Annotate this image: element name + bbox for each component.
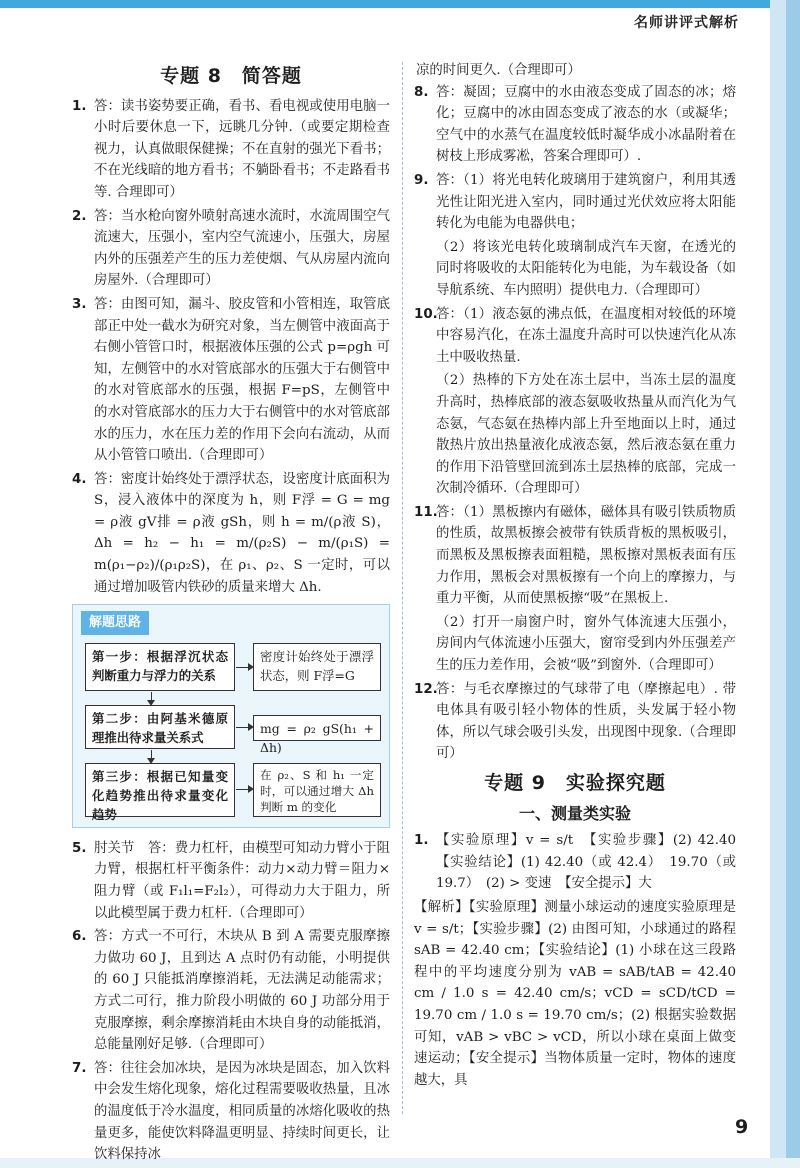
item-number: 3. [72, 296, 87, 312]
item-number: 8. [414, 84, 429, 100]
side-stripe-dark [786, 0, 800, 1158]
topic8-title: 专题 8 简答题 [160, 65, 302, 87]
item-text: 答：（1）将光电转化玻璃用于建筑窗户，利用其透光性让阳光进入室内，同时通过光伏效应将太阳能转化为电能为电器供电； [436, 172, 736, 232]
flow-arrow-right [236, 667, 252, 668]
item-number: 6. [72, 929, 87, 945]
item-number: 1. [414, 833, 429, 849]
list-item [72, 96, 390, 204]
list-item [72, 469, 390, 599]
left-column [72, 62, 390, 1168]
item-analysis: 【解析】【实验原理】测量小球运动的速度实验原理是 v = s/t；【实验步骤】(2) 由图可知，小球通过的路程 sAB = 42.40 cm；【实验结论】(1) 小球在这三段路程中的平均速度分别为 vAB = sAB/tAB = 42.40 cm / 1.0 s = 42.40 cm/s；vCD = sCD/tCD = 19.70 cm / 1.0 s = 19.70 cm/s；(2) 根据实验数据可知，vAB > vBC > vCD，所以小球在桌面上做变速运动；【安全提示】当物体质量一定时，物体的速度越大，具 [414, 899, 736, 1088]
item-text: 答：（1）液态氨的沸点低，在温度相对较低的环境中容易汽化，在冻土温度升高时可以快速汽化从冻土中吸收热量. [436, 306, 736, 365]
flow-step-1: 第一步：根据浮沉状态判断重力与浮力的关系 [85, 643, 235, 691]
item-number: 5. [72, 840, 87, 856]
flow-arrow-down [151, 692, 152, 704]
flow-arrow-right [236, 789, 252, 790]
flow-step-3: 第三步：根据已知量变化趋势推出待求量变化趋势 [85, 763, 235, 817]
list-item [414, 502, 736, 610]
list-item [414, 679, 736, 765]
flow-result-2: mg = ρ₂ gS(h₁ + Δh) [253, 715, 381, 741]
solution-hint-box [72, 604, 390, 828]
list-item [414, 82, 736, 168]
right-column [414, 60, 750, 1091]
topic9-title: 专题 9 实验探究题 [484, 772, 666, 794]
list-item [414, 170, 736, 235]
list-item [414, 612, 736, 677]
item-text: 答：与毛衣摩擦过的气球带了电（摩擦起电）. 带电体具有吸引轻小物体的性质，头发属于轻小物体，所以气球会吸引头发，出现图中现象.（合理即可） [436, 681, 736, 762]
item-text: （2）将该光电转化玻璃制成汽车天窗，在透光的同时将吸收的太阳能转化为电能，为车载设备（如导航系统、车内照明）提供电力.（合理即可） [436, 239, 736, 298]
list-item [72, 206, 390, 292]
list-item [72, 838, 390, 924]
column-divider [402, 62, 403, 1114]
item-7-continuation: 凉的时间更久.（合理即可） [416, 63, 581, 78]
item-number: 9. [414, 172, 429, 188]
list-item [72, 926, 390, 1056]
list-item [414, 370, 736, 500]
item-text: 答：当水枪向窗外喷射高速水流时，水流周围空气流速大，压强小，室内空气流速小，压强大，房屋内外的压强差产生的压力差使烟、气从房屋内流向房屋外.（合理即可） [94, 208, 390, 289]
list-item [414, 237, 736, 302]
item-number: 7. [72, 1060, 87, 1076]
item-number: 1. [72, 98, 87, 114]
item-text: 答：密度计始终处于漂浮状态，设密度计底面积为 S，浸入液体中的深度为 h，则 F浮 = G = mg = ρ液 gV排 = ρ液 gSh，则 h = m/(ρ液 S)，Δh = h₂ − h₁ = m/(ρ₂S) − m/(ρ₁S) = m(ρ₁−ρ₂)/(ρ₁ρ₂S)，在 ρ₁、ρ₂、S 一定时，可以通过增加吸管内铁砂的质量来增大 Δh. [94, 471, 390, 595]
item-number: 2. [72, 208, 87, 224]
list-item [72, 1058, 390, 1166]
item-text: （2）热棒的下方处在冻土层中，当冻土层的温度升高时，热棒底部的液态氨吸收热量从而汽化为气态氨，气态氨在热棒内部上升至地面以上时，通过散热片放出热量液化成液态氨，然后液态氨在重力的作用下沿管壁回流到冻土层热棒的底部，完成一次制冷循环.（合理即可） [436, 373, 736, 497]
header-label: 名师讲评式解析 [634, 15, 739, 31]
list-item [414, 304, 736, 369]
item-number: 10. [414, 306, 438, 322]
list-item [72, 294, 390, 467]
flow-arrow-right [236, 727, 252, 728]
page-number: 9 [735, 1116, 749, 1138]
item-number: 4. [72, 471, 87, 487]
item-text: 答：读书姿势要正确，看书、看电视或使用电脑一小时后要休息一下，远眺几分钟.（或要定期检查视力，认真做眼保健操；不在直射的强光下看书；不在光线暗的地方看书；不躺卧看书；不走路看书等. 合理即可） [94, 98, 390, 200]
item-text: （2）打开一扇窗户时，窗外气体流速大压强小，房间内气体流速小压强大，窗帘受到内外压强差产生的压力差作用，会被“吸”到窗外.（合理即可） [436, 614, 736, 674]
hint-title: 解题思路 [81, 611, 149, 635]
flow-result-3: 在 ρ₂、S 和 h₁ 一定时，可以通过增大 Δh 判断 m 的变化 [253, 763, 381, 817]
top-accent-bar [0, 0, 800, 8]
hint-flowchart [81, 643, 381, 822]
flow-result-1: 密度计始终处于漂浮状态，则 F浮=G [253, 643, 381, 691]
item-number: 11. [414, 504, 438, 520]
item-text: 肘关节 答：费力杠杆，由模型可知动力臂小于阻力臂，根据杠杆平衡条件：动力×动力臂＝阻力×阻力臂（或 F₁l₁=F₂l₂），可得动力大于阻力，所以此模型属于费力杠杆.（合理即可） [94, 840, 390, 921]
item-text: 答：（1）黑板擦内有磁体，磁体具有吸引铁质物质的性质，故黑板擦会被带有铁质背板的黑板吸引，而黑板及黑板擦表面粗糙，黑板擦对黑板表面有压力作用，黑板会对黑板擦有一个向上的摩擦力，与重力平衡，从而使黑板擦“吸”在黑板上. [436, 504, 736, 607]
item-text: 答：凝固；豆腐中的水由液态变成了固态的冰；熔化；豆腐中的冰由固态变成了液态的水（或凝华；空气中的水蒸气在温度较低时凝华成小冰晶附着在树枝上形成雾凇，答案合理即可）. [436, 84, 736, 165]
item-text: 答：由图可知，漏斗、胶皮管和小管相连，取管底部正中处一截水为研究对象，当左侧管中液面高于右侧小管管口时，根据液体压强的公式 p=ρgh 可知，左侧管中的水对管底部水的压强大于右侧管中的水对管底部水的压强，根据 F=pS，左侧管中的水对管底部水的压力大于右侧管中的水对管底部水的压力，水在压力差的作用下会向右流动，从而从小管管口喷出.（合理即可） [94, 296, 390, 464]
item-number: 12. [414, 681, 438, 697]
section-subtitle: 一、测量类实验 [518, 803, 631, 823]
flow-step-2: 第二步：由阿基米德原理推出待求量关系式 [85, 705, 235, 749]
list-item [414, 830, 750, 895]
flow-arrow-down [151, 750, 152, 762]
item-answer: 【实验原理】v = s/t 【实验步骤】(2) 42.40 【实验结论】(1) 42.40（或 42.4） 19.70（或 19.7） (2) > 变速 【安全提示】大 [436, 833, 750, 892]
item-text: 答：往往会加冰块，是因为冰块是固态，加入饮料中会发生熔化现象，熔化过程需要吸收热量，且冰的温度低于冷水温度，相同质量的冰熔化吸收的热量更多，能使饮料降温更明显、持续时间更长，让饮料保持冰 [94, 1060, 390, 1163]
item-text: 答：方式一不可行，木块从 B 到 A 需要克服摩擦力做功 60 J，且到达 A 点时仍有动能，小明提供的 60 J 只能抵消摩擦消耗，无法满足动能需求；方式二可行，推力阶段小明做的 60 J 功部分用于克服摩擦，剩余摩擦消耗由木块自身的动能抵消，总能量刚好足够.（合理即可） [94, 929, 390, 1053]
